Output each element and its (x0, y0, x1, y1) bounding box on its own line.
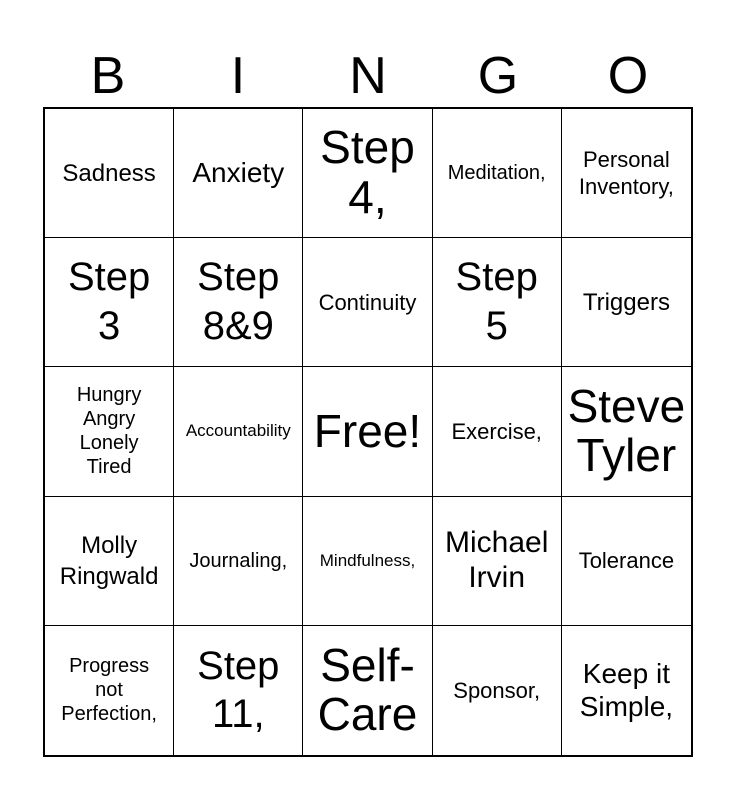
bingo-cell-r5c5[interactable] (562, 626, 691, 755)
bingo-board (43, 107, 693, 757)
cell-text: Accountability (185, 421, 291, 441)
bingo-cell-r3c5[interactable] (562, 367, 691, 496)
cell-text: Molly Ringwald (59, 531, 159, 590)
bingo-cell-r2c3[interactable] (303, 238, 432, 367)
header-letter-g: G (477, 47, 519, 105)
bingo-cell-r4c3[interactable] (303, 497, 432, 626)
cell-text: Step 3 (67, 255, 151, 349)
cell-text: Michael Irvin (445, 526, 549, 594)
cell-text: Tolerance (578, 547, 675, 573)
free-space-text: Free! (313, 405, 422, 458)
bingo-cell-r5c1[interactable] (45, 626, 174, 755)
bingo-cell-r1c4[interactable] (433, 109, 562, 238)
bingo-cell-r2c2[interactable] (174, 238, 303, 367)
bingo-cell-r2c4[interactable] (433, 238, 562, 367)
cell-text: Self- Care (317, 638, 418, 741)
cell-text: Sadness (62, 159, 156, 187)
bingo-cell-r1c1[interactable] (45, 109, 174, 238)
cell-text: Progress not Perfection, (61, 655, 157, 726)
cell-text: Mindfulness, (319, 550, 416, 570)
bingo-cell-r4c2[interactable] (174, 497, 303, 626)
bingo-cell-r1c3[interactable] (303, 109, 432, 238)
bingo-cell-r5c3[interactable] (303, 626, 432, 755)
cell-text: Triggers (582, 288, 670, 316)
bingo-cell-r2c5[interactable] (562, 238, 691, 367)
cell-text: Step 5 (455, 255, 538, 349)
cell-text: Journaling, (189, 549, 288, 572)
bingo-cell-r3c1[interactable] (45, 367, 174, 496)
bingo-cell-r3c3-free[interactable] (303, 367, 432, 496)
bingo-cell-r3c4[interactable] (433, 367, 562, 496)
cell-text: Keep it Simple, (579, 657, 674, 723)
header-letter-n: N (349, 47, 387, 105)
bingo-cell-r2c1[interactable] (45, 238, 174, 367)
bingo-cell-r1c2[interactable] (174, 109, 303, 238)
bingo-cell-r1c5[interactable] (562, 109, 691, 238)
bingo-cell-r4c4[interactable] (433, 497, 562, 626)
header-letter-o: O (607, 47, 649, 105)
header-letter-b: B (90, 47, 126, 105)
cell-text: Exercise, (451, 418, 542, 444)
cell-text: Hungry Angry Lonely Tired (76, 384, 142, 479)
header-letter-i: I (230, 47, 246, 105)
cell-text: Step 4, (320, 121, 415, 224)
bingo-cell-r5c2[interactable] (174, 626, 303, 755)
bingo-header (43, 45, 693, 107)
cell-text: Step 11, (197, 643, 280, 737)
bingo-cell-r4c1[interactable] (45, 497, 174, 626)
cell-text: Steve Tyler (567, 379, 686, 482)
cell-text: Meditation, (447, 162, 546, 185)
bingo-cell-r4c5[interactable] (562, 497, 691, 626)
cell-text: Step 8&9 (197, 255, 280, 349)
bingo-cell-r3c2[interactable] (174, 367, 303, 496)
cell-text: Sponsor, (453, 677, 541, 703)
cell-text: Personal Inventory, (578, 146, 674, 200)
cell-text: Continuity (318, 289, 417, 315)
cell-text: Anxiety (192, 157, 285, 189)
bingo-cell-r5c4[interactable] (433, 626, 562, 755)
